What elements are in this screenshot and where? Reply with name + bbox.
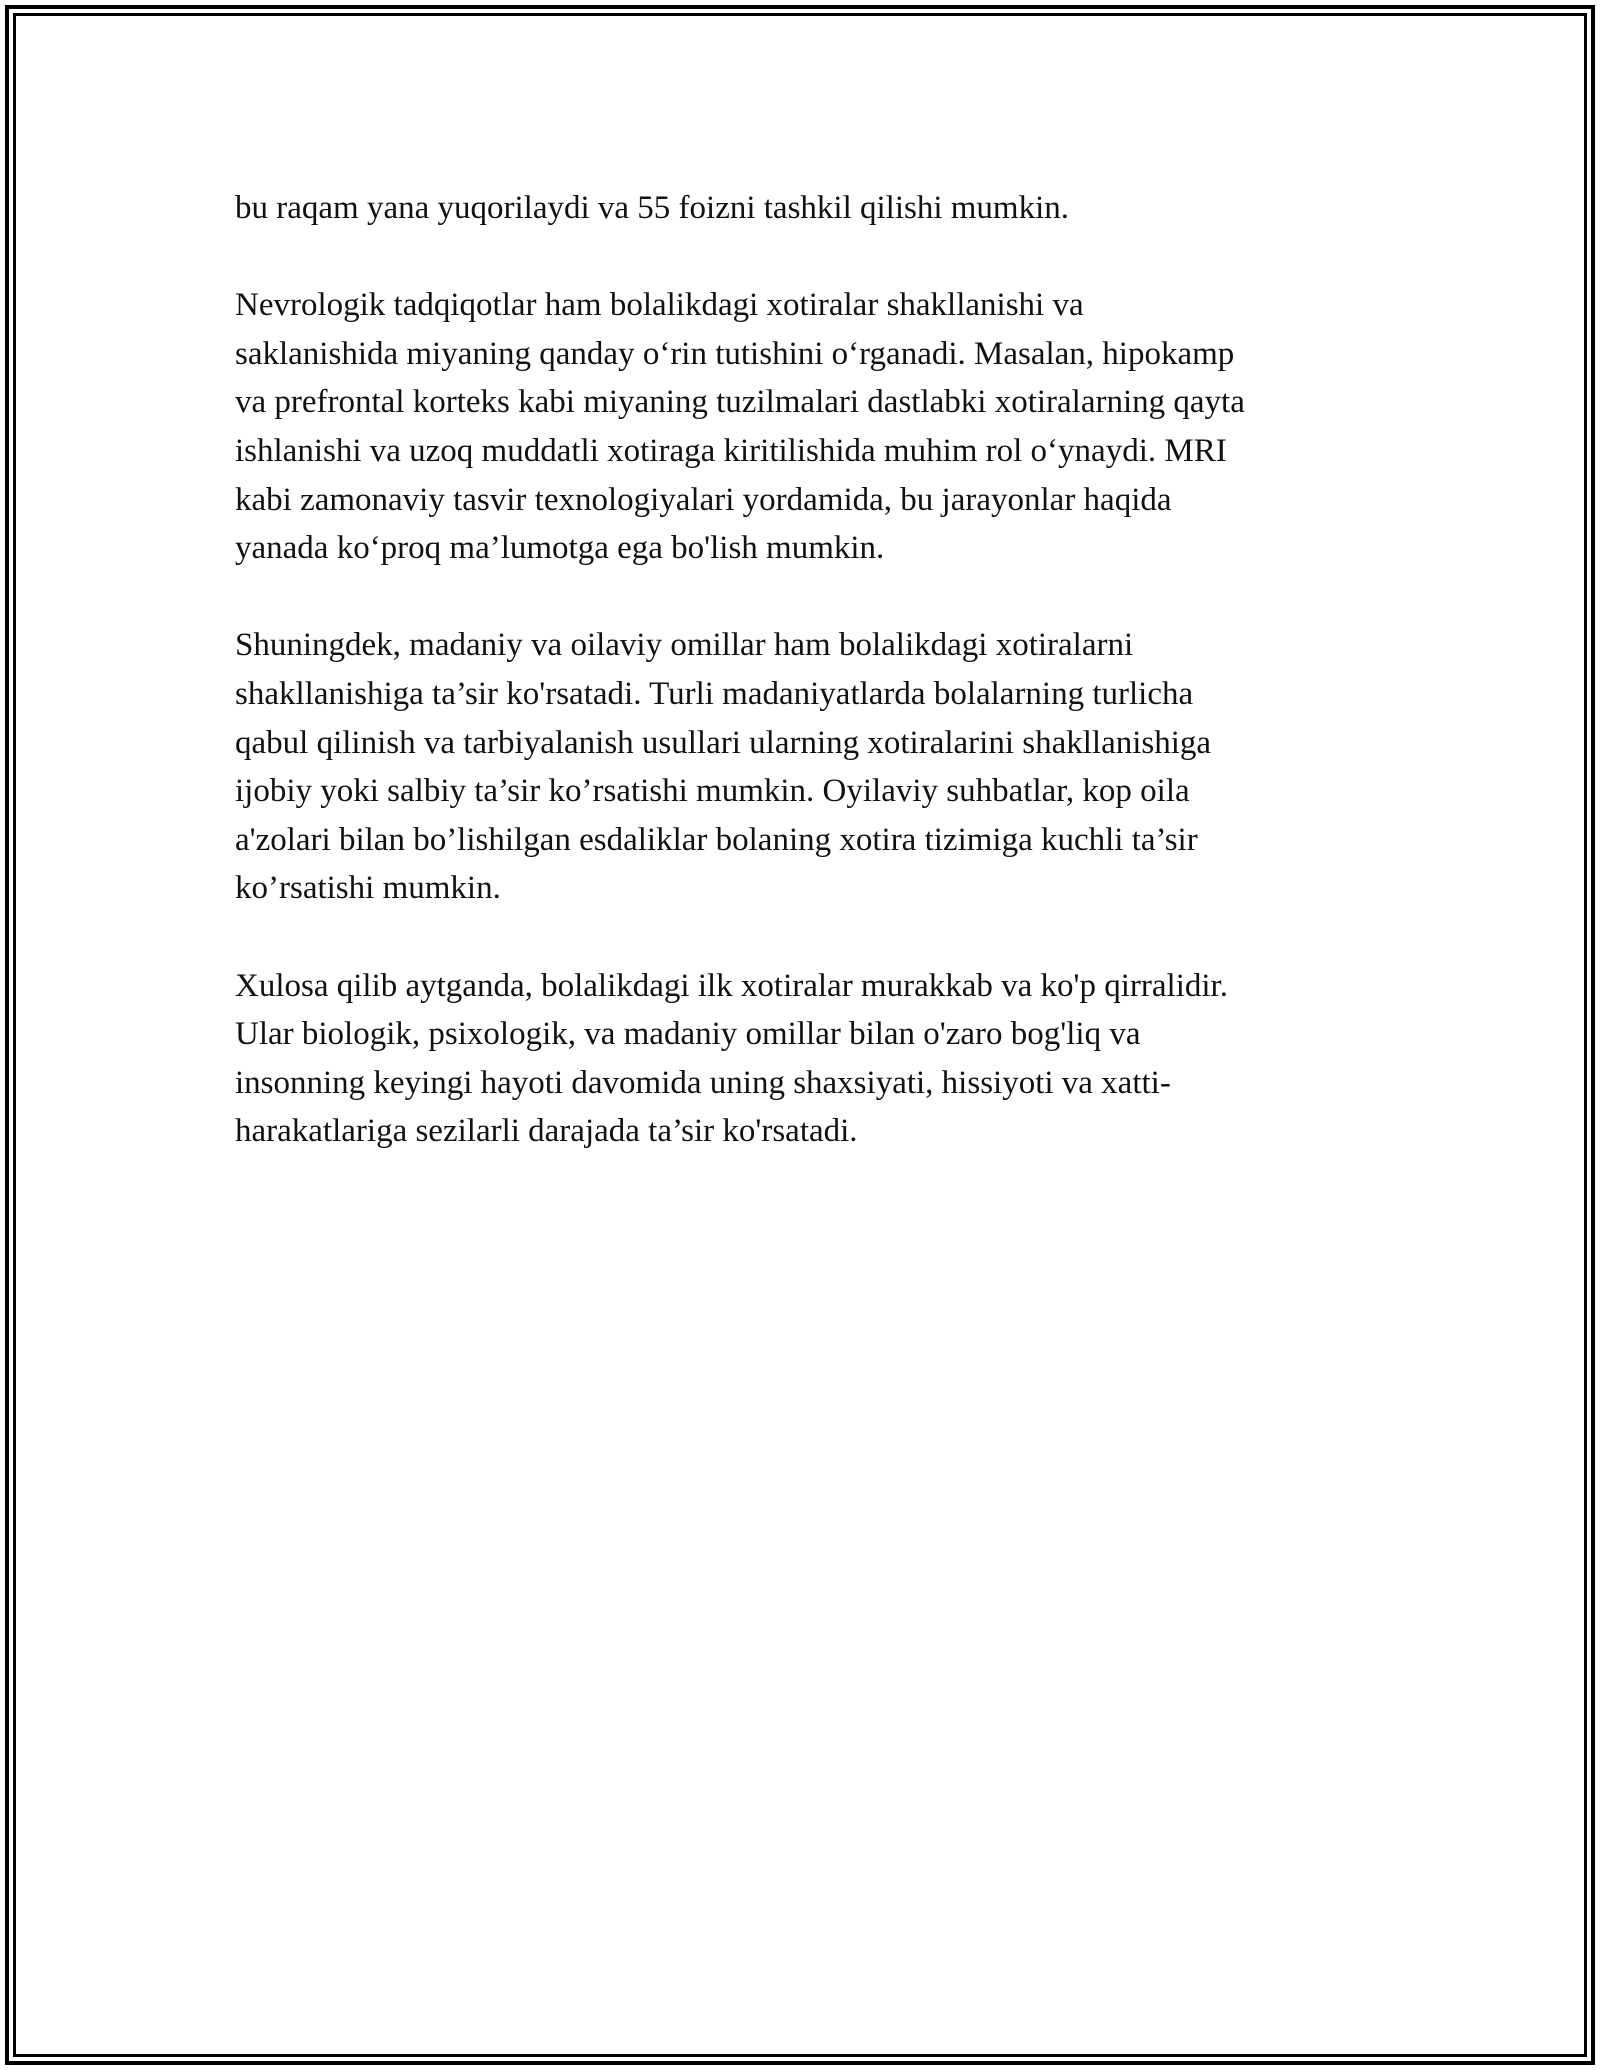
- text-line: Nevrologik tadqiqotlar ham bolalikdagi xotiralar shakllanishi va: [235, 287, 1084, 324]
- text-line: Shuningdek, madaniy va oilaviy omillar ham bolalikdagi xotiralarni: [235, 627, 1134, 664]
- document-body: [235, 184, 1380, 1204]
- text-line: saklanishida miyaning qanday o‘rin tutishini o‘rganadi. Masalan, hipokamp: [235, 335, 1235, 372]
- text-line: harakatlariga sezilarli darajada ta’sir ko'rsatadi.: [235, 1113, 858, 1150]
- paragraph-1: [235, 184, 1380, 233]
- paragraph-3: [235, 621, 1380, 913]
- text-line: a'zolari bilan bo’lishilgan esdaliklar bolaning xotira tizimiga kuchli ta’sir: [235, 821, 1198, 858]
- text-line: ijobiy yoki salbiy ta’sir ko’rsatishi mumkin. Oyilaviy suhbatlar, kop oila: [235, 773, 1190, 810]
- text-line: Xulosa qilib aytganda, bolalikdagi ilk xotiralar murakkab va ko'p qirralidir.: [235, 967, 1228, 1004]
- text-line: bu raqam yana yuqorilaydi va 55 foizni tashkil qilishi mumkin.: [235, 190, 1070, 226]
- text-line: kabi zamonaviy tasvir texnologiyalari yordamida, bu jarayonlar haqida: [235, 481, 1172, 518]
- text-line: va prefrontal korteks kabi miyaning tuzilmalari dastlabki xotiralarning qayta: [235, 384, 1245, 421]
- text-line: ishlanishi va uzoq muddatli xotiraga kiritilishida muhim rol o‘ynaydi. MRI: [235, 432, 1227, 469]
- text-line: Ular biologik, psixologik, va madaniy omillar bilan o'zaro bog'liq va: [235, 1016, 1141, 1053]
- paragraph-4: [235, 962, 1380, 1156]
- text-line: ko’rsatishi mumkin.: [235, 870, 501, 907]
- text-line: yanada ko‘proq ma’lumotga ega bo'lish mumkin.: [235, 530, 885, 567]
- text-line: insonning keyingi hayoti davomida uning shaxsiyati, hissiyoti va xatti-: [235, 1064, 1171, 1101]
- paragraph-2: [235, 281, 1380, 573]
- text-line: qabul qilinish va tarbiyalanish usullari ularning xotiralarini shakllanishiga: [235, 724, 1212, 761]
- text-line: shakllanishiga ta’sir ko'rsatadi. Turli madaniyatlarda bolalarning turlicha: [235, 675, 1194, 712]
